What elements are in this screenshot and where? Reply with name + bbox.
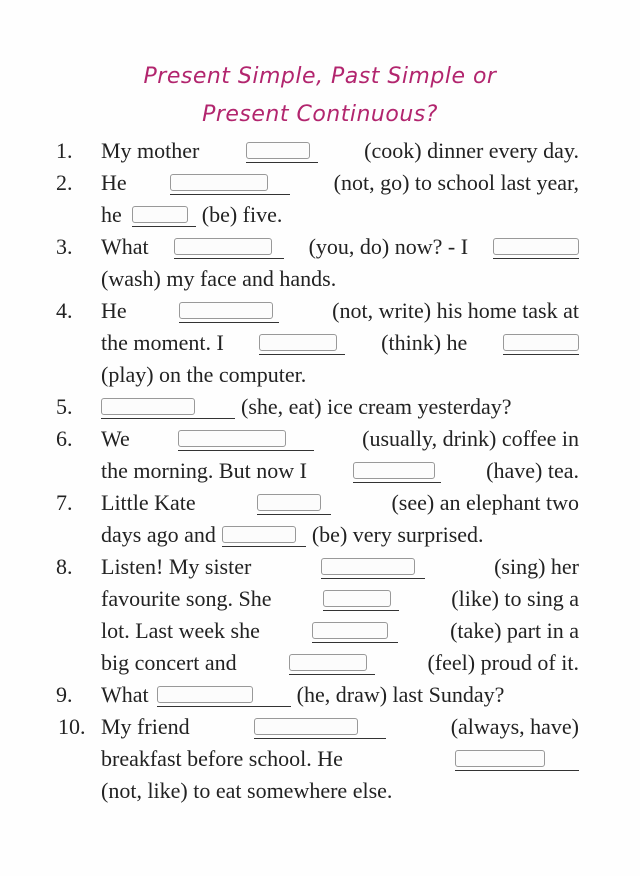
item-4-line-2 xyxy=(101,327,579,359)
answer-blank[interactable] xyxy=(179,302,279,323)
item-number: 5. xyxy=(56,394,73,419)
item-text: He xyxy=(101,170,127,195)
item-2-line-2 xyxy=(101,199,579,231)
item-text: (not, write) his home task at xyxy=(332,298,579,323)
item-1-line-1 xyxy=(101,135,579,167)
item-text: the moment. I xyxy=(101,330,224,355)
item-number: 7. xyxy=(56,490,73,515)
item-text: favourite song. She xyxy=(101,586,272,611)
item-9-line-1 xyxy=(101,679,579,711)
item-3-line-2 xyxy=(101,263,579,295)
item-8-line-1 xyxy=(101,551,579,583)
item-text: he xyxy=(101,202,122,227)
item-text: Little Kate xyxy=(101,490,196,515)
item-number: 2. xyxy=(56,170,73,195)
answer-blank[interactable] xyxy=(259,334,345,355)
item-text: (see) an elephant two xyxy=(391,490,579,515)
item-8-line-3 xyxy=(101,615,579,647)
item-text: (she, eat) ice cream yesterday? xyxy=(241,394,512,419)
item-7-line-1 xyxy=(101,487,579,519)
item-text: breakfast before school. He xyxy=(101,746,343,771)
answer-blank[interactable] xyxy=(353,462,441,483)
item-text: (have) tea. xyxy=(486,458,579,483)
item-3-line-1 xyxy=(101,231,579,263)
item-number: 6. xyxy=(56,426,73,451)
item-text: (think) he xyxy=(381,330,468,355)
item-10-line-1 xyxy=(101,711,579,743)
item-8-line-2 xyxy=(101,583,579,615)
item-6-line-1 xyxy=(101,423,579,455)
answer-blank[interactable] xyxy=(157,686,291,707)
item-text: (you, do) now? - I xyxy=(308,234,469,259)
item-7-line-2 xyxy=(101,519,579,551)
item-2-line-1 xyxy=(101,167,579,199)
item-8-line-4 xyxy=(101,647,579,679)
answer-blank[interactable] xyxy=(503,334,579,355)
item-text: What xyxy=(101,682,149,707)
item-text: My friend xyxy=(101,714,190,739)
answer-blank[interactable] xyxy=(170,174,290,195)
item-6-line-2 xyxy=(101,455,579,487)
answer-blank[interactable] xyxy=(132,206,196,227)
item-text: big concert and xyxy=(101,650,237,675)
item-text: lot. Last week she xyxy=(101,618,260,643)
item-text: days ago and xyxy=(101,522,216,547)
answer-blank[interactable] xyxy=(321,558,425,579)
item-text: (feel) proud of it. xyxy=(427,650,579,675)
answer-blank[interactable] xyxy=(312,622,398,643)
answer-blank[interactable] xyxy=(246,142,318,163)
answer-blank[interactable] xyxy=(455,750,579,771)
item-text: What xyxy=(101,234,149,259)
item-text: the morning. But now I xyxy=(101,458,307,483)
answer-blank[interactable] xyxy=(222,526,306,547)
item-text: (be) five. xyxy=(201,202,283,227)
answer-blank[interactable] xyxy=(257,494,331,515)
worksheet-title-line-1: Present Simple, Past Simple or xyxy=(143,64,497,89)
item-4-line-3 xyxy=(101,359,579,391)
item-10-line-2 xyxy=(101,743,579,775)
worksheet-title-line-2: Present Continuous? xyxy=(202,102,438,127)
answer-blank[interactable] xyxy=(178,430,314,451)
item-text: My mother xyxy=(101,138,200,163)
item-text: Listen! My sister xyxy=(101,554,252,579)
item-text: (be) very surprised. xyxy=(311,522,484,547)
item-text: (like) to sing a xyxy=(451,586,579,611)
item-number: 4. xyxy=(56,298,73,323)
item-4-line-1 xyxy=(101,295,579,327)
item-number: 3. xyxy=(56,234,73,259)
item-text: (sing) her xyxy=(494,554,579,579)
answer-blank[interactable] xyxy=(323,590,399,611)
item-text: (wash) my face and hands. xyxy=(101,266,337,291)
answer-blank[interactable] xyxy=(174,238,284,259)
answer-blank[interactable] xyxy=(101,398,235,419)
answer-blank[interactable] xyxy=(289,654,375,675)
item-text: (not, go) to school last year, xyxy=(333,170,579,195)
item-text: (take) part in a xyxy=(450,618,579,643)
item-number: 9. xyxy=(56,682,73,707)
item-text: (cook) dinner every day. xyxy=(364,138,579,163)
item-text: (he, draw) last Sunday? xyxy=(296,682,505,707)
answer-blank[interactable] xyxy=(254,718,386,739)
item-5-line-1 xyxy=(101,391,579,423)
item-number: 10. xyxy=(58,714,86,739)
answer-blank[interactable] xyxy=(493,238,579,259)
item-text: (always, have) xyxy=(450,714,579,739)
item-text: (usually, drink) coffee in xyxy=(362,426,579,451)
item-text: He xyxy=(101,298,127,323)
item-text: We xyxy=(101,426,130,451)
item-number: 1. xyxy=(56,138,73,163)
item-text: (not, like) to eat somewhere else. xyxy=(101,778,393,803)
item-text: (play) on the computer. xyxy=(101,362,307,387)
item-number: 8. xyxy=(56,554,73,579)
item-10-line-3 xyxy=(101,775,579,807)
